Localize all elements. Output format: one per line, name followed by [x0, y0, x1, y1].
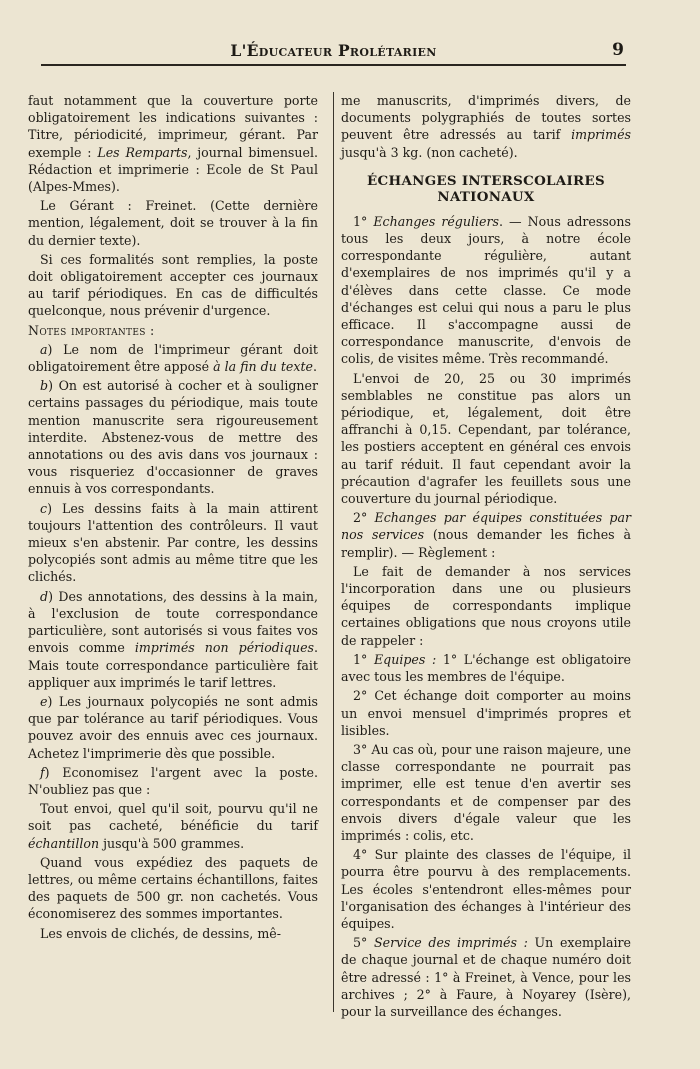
text: me manuscrits, d'imprimés divers, de documents polygraphiés de toutes sortes peuvent être adressés au tarif [341, 93, 631, 143]
text: . — Nous adressons tous les deux jours, à notre école correspondante régulière, autant d'exemplaires de nos imprimés qu'il y a d'élèves dans cette classe. Ce mode d'échanges est celui qui nous a paru le plus efficace. Il s'accompagne aussi de correspondance manuscrite, d'envois de colis, de visites même. Très recommandé. [341, 213, 631, 367]
text: ) Des annotations, des dessins à la main, à l'exclusion de toute correspondance particulière, sont autorisés si vous faites vos envois comme [28, 588, 318, 656]
paragraph [341, 934, 631, 1020]
page-header [41, 38, 626, 66]
text: . Mais toute correspondance particulière fait appliquer aux imprimés le tarif lettres. [28, 640, 318, 690]
paragraph [28, 251, 318, 320]
text: faut notamment que la couverture porte obligatoirement les indications suivantes : Titre, périodicité, imprimeur, gérant. Par exemple : [28, 93, 318, 160]
text: ) Le nom de l'imprimeur gérant doit obligatoirement être apposé [28, 341, 318, 375]
page-number: 9 [612, 40, 624, 60]
paragraph [341, 741, 631, 844]
text: 2° Cet échange doit comporter au moins un envoi mensuel d'imprimés propres et lisibles. [341, 688, 631, 738]
paragraph [341, 687, 631, 739]
italic-text: Equipes : [373, 651, 437, 667]
text: 4° Sur plainte des classes de l'équipe, il pourra être pourvu à des remplacements. Les écoles s'entendront elles-mêmes pour l'organisation des échanges à l'intérieur des équipes. [341, 847, 631, 931]
text: jusqu'à 3 kg. (non cacheté). [341, 144, 518, 160]
text: 1° [353, 213, 374, 229]
paragraph [28, 800, 318, 852]
text: Si ces formalités sont remplies, la poste doit obligatoirement accepter ces journaux au tarif périodiques. En cas de difficultés quelconque, nous prévenir d'urgence. [28, 251, 318, 319]
text: L'envoi de 20, 25 ou 30 imprimés semblables ne constitue pas alors un périodique, et, légalement, doit être affranchi à 0,15. Cependant, par tolérance, les postiers acceptent en général ces envois au tarif réduit. Il faut cependant avoir la précaution d'agrafer les feuillets sous une couverture du journal périodique. [341, 370, 631, 507]
italic-text: à la fin du texte [213, 359, 313, 375]
text: Quand vous expédiez des paquets de lettres, ou même certains échantillons, faites des paquets de 500 gr. non cachetés. Vous économiserez des sommes importantes. [28, 854, 318, 922]
paragraph [28, 322, 318, 339]
paragraph [28, 925, 318, 942]
paragraph [341, 509, 631, 561]
italic-text: imprimés non périodiques [134, 640, 314, 656]
text: 5° [353, 935, 374, 951]
paragraph [341, 846, 631, 932]
text: (nous demander les fiches à remplir). — Règlement : [341, 527, 631, 560]
paragraph [28, 341, 318, 375]
paragraph [28, 854, 318, 923]
section-heading [341, 173, 631, 205]
italic-text: c [40, 500, 48, 516]
italic-text: Service des imprimés : [373, 935, 528, 951]
italic-text: imprimés [571, 127, 631, 143]
left-column [28, 92, 318, 944]
paragraph [28, 500, 318, 586]
text: ) Les dessins faits à la main attirent toujours l'attention des contrôleurs. Il vaut mieux s'en abstenir. Par contre, les dessins polycopiés sont admis au même titre que les clichés. [28, 500, 318, 585]
paragraph [341, 651, 631, 685]
text: ) Les journaux polycopiés ne sont admis que par tolérance au tarif périodiques. Vous pouvez avoir des ennuis avec ces journaux. Achetez l'imprimerie dès que possible. [28, 693, 318, 761]
italic-text: Les Remparts [97, 144, 188, 160]
paragraph [341, 563, 631, 649]
paragraph [28, 693, 318, 762]
italic-text: b [40, 378, 49, 394]
italic-text: Echanges par équipes constituées par nos services [341, 510, 631, 543]
italic-text: f [40, 764, 45, 780]
right-column [341, 92, 631, 1022]
paragraph [341, 213, 631, 368]
column-divider [333, 92, 334, 1012]
text: Le fait de demander à nos services l'incorporation dans une ou plusieurs équipes de correspondants implique certaines obligations que nous croyons utile de rappeler : [341, 563, 631, 648]
paragraph [28, 588, 318, 691]
text: 1° [353, 651, 374, 667]
text: Les envois de clichés, de dessins, mê- [40, 925, 281, 941]
text: Un exemplaire de chaque journal et de chaque numéro doit être adressé : 1° à Freinet, à Vence, pour les archives ; 2° à Faure, à Noyarey (Isère), pour la surveillance des échanges. [341, 935, 631, 1019]
running-title: L'Éducateur Prolétarien [230, 41, 437, 60]
italic-text: d [40, 588, 49, 604]
italic-text: échantillon [28, 835, 100, 851]
text: ÉCHANGES INTERSCOLAIRES NATIONAUX [367, 172, 605, 205]
paragraph [28, 197, 318, 249]
text: jusqu'à 500 grammes. [99, 835, 245, 851]
smallcaps-text: Notes importantes : [28, 322, 155, 338]
text: Le Gérant : Freinet. (Cette dernière mention, légalement, doit se trouver à la fin du dernier texte). [28, 198, 318, 248]
text: Tout envoi, quel qu'il soit, pourvu qu'il ne soit pas cacheté, bénéficie du tarif [28, 801, 318, 834]
text: 2° [353, 510, 375, 526]
paragraph [341, 370, 631, 508]
text: 1° L'échange est obligatoire avec tous les membres de l'équipe. [341, 651, 631, 685]
text: 3° Au cas où, pour une raison majeure, une classe correspondante ne pourrait pas imprimer, elle est tenue d'en avertir ses correspondants et de compenser par des envois divers d'égale valeur que les imprimés : colis, etc. [341, 741, 631, 843]
italic-text: a [40, 341, 48, 357]
text: , journal bimensuel. Rédaction et imprimerie : Ecole de St Paul (Alpes-Mmes). [28, 144, 318, 195]
paragraph [28, 92, 318, 195]
text: . [312, 359, 317, 375]
paragraph [28, 377, 318, 497]
paragraph [28, 764, 318, 798]
text: ) On est autorisé à cocher et à souligner certains passages du périodique, mais toute mention manuscrite sera rigoureusement interdite. Abstenez-vous de mettre des annotations ou des avis dans vos journaux : vous risqueriez d'occasionner de graves ennuis à vos correspondants. [28, 378, 318, 497]
text: ) Economisez l'argent avec la poste. N'oubliez pas que : [28, 764, 318, 797]
paragraph [341, 92, 631, 161]
italic-text: Echanges réguliers [373, 213, 499, 229]
italic-text: e [40, 693, 48, 709]
